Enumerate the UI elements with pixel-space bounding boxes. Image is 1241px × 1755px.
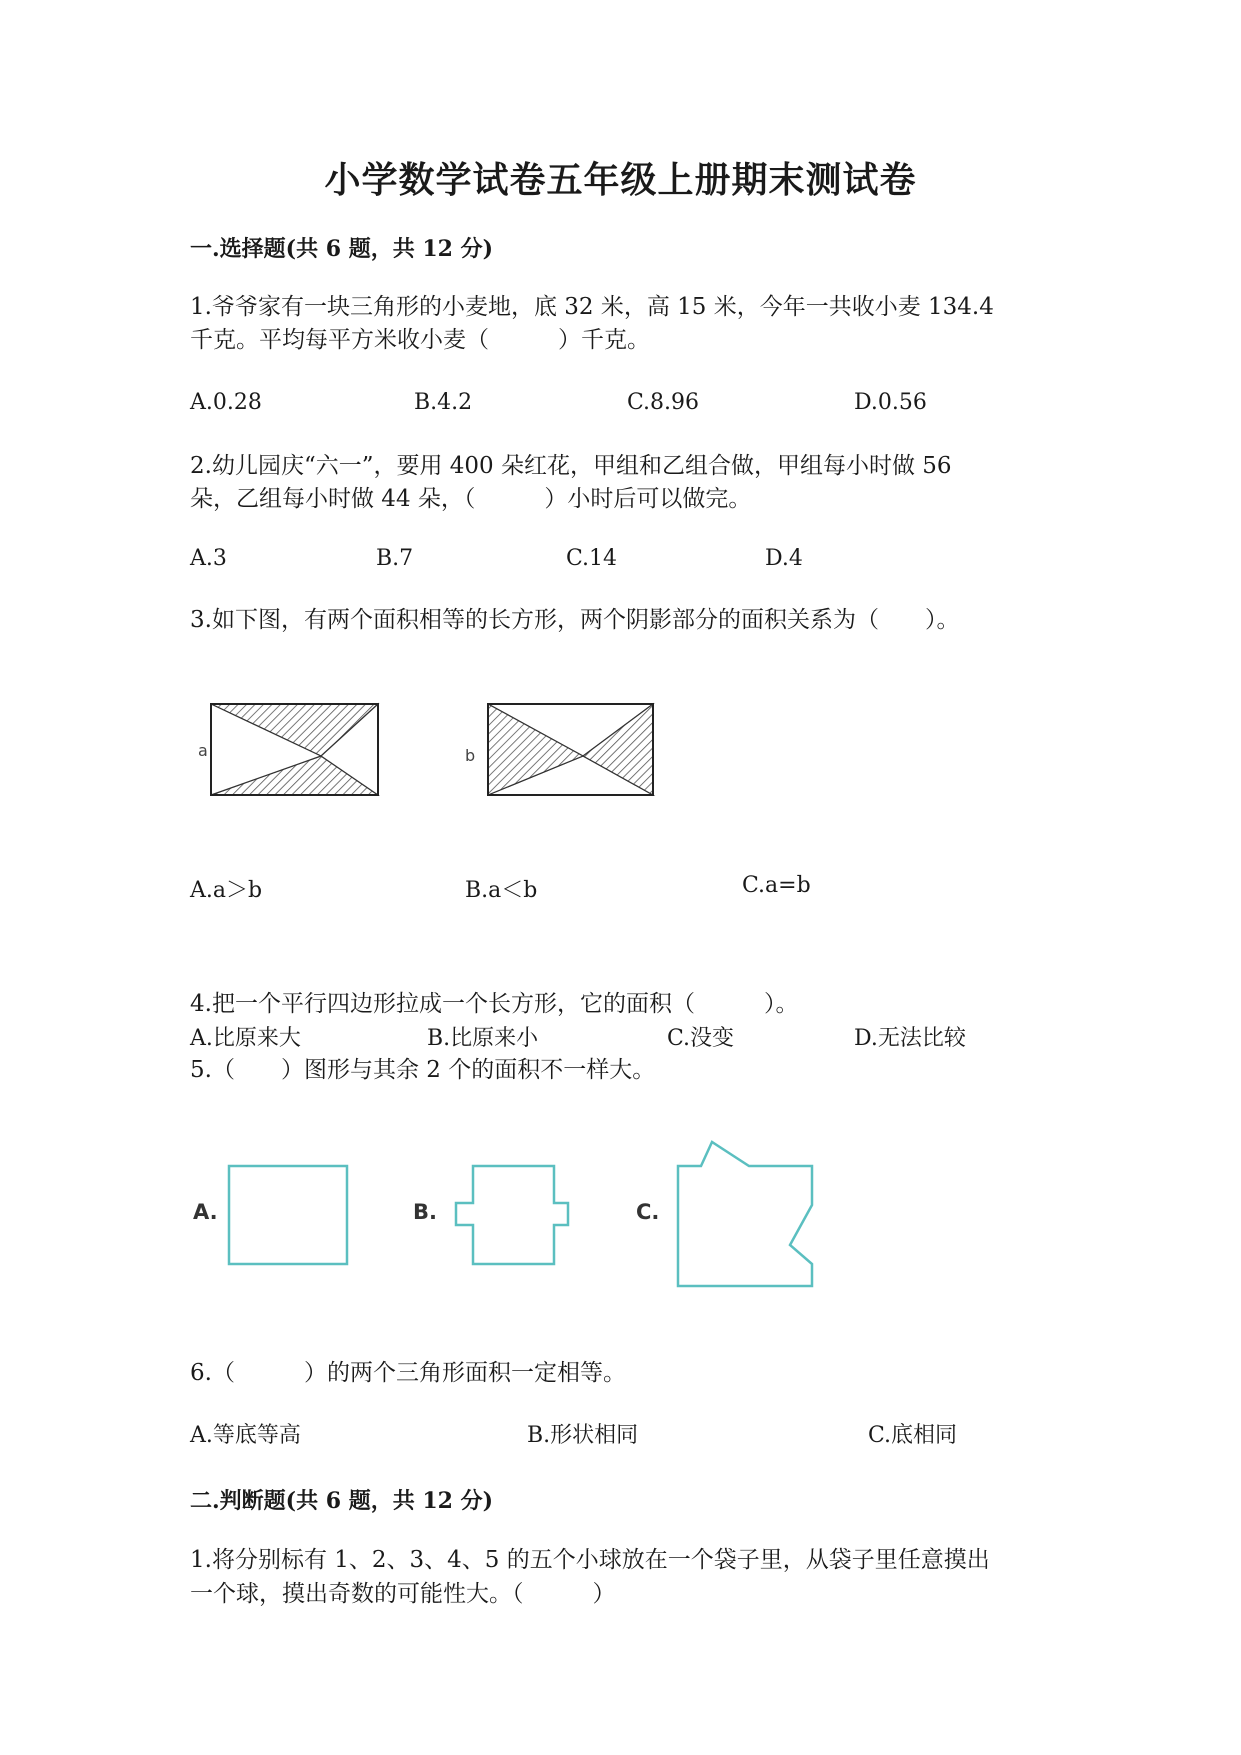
question-6-option-a[interactable]: A.等底等高 [190,1423,301,1448]
shape-c-polygon [678,1142,812,1286]
question-5-line-1: 5.（ ）图形与其余 2 个的面积不一样大。 [190,1057,656,1083]
question-2-line-1: 2.幼儿园庆“六一”，要用 400 朵红花，甲组和乙组合做，甲组每小时做 56 [190,453,952,479]
judgment-1-line-1: 1.将分别标有 1、2、3、4、5 的五个小球放在一个袋子里，从袋子里任意摸出 [190,1547,990,1573]
question-3-figure [0,0,1241,820]
section-heading-judgment: 二.判断题(共 6 题，共 12 分) [190,1488,494,1514]
shape-b-polygon [456,1166,568,1264]
question-3-option-b[interactable]: B.a＜b [465,878,538,903]
question-1-option-d[interactable]: D.0.56 [854,390,927,415]
figure-label-shape-c: C. [636,1200,660,1224]
rectangle-b [488,704,653,795]
question-3-option-c[interactable]: C.a=b [742,873,811,898]
figure-label-a: a [198,741,208,760]
question-2-option-d[interactable]: D.4 [765,546,803,571]
question-2-option-a[interactable]: A.3 [190,546,227,571]
section-heading-choice: 一.选择题(共 6 题，共 12 分) [190,236,494,262]
question-6-line-1: 6.（ ）的两个三角形面积一定相等。 [190,1360,626,1386]
rectangle-a [211,704,378,795]
question-6-option-b[interactable]: B.形状相同 [527,1423,639,1448]
judgment-1-line-2: 一个球，摸出奇数的可能性大。（ ） [190,1581,616,1607]
question-5-figure [0,1120,1241,1300]
question-4-option-d[interactable]: D.无法比较 [854,1026,966,1051]
question-2-option-b[interactable]: B.7 [376,546,414,571]
question-1-line-1: 1.爷爷家有一块三角形的小麦地，底 32 米，高 15 米，今年一共收小麦 134.4 [190,294,994,320]
question-4-option-a[interactable]: A.比原来大 [190,1026,301,1051]
question-1-line-2: 千克。平均每平方米收小麦（ ）千克。 [190,327,650,353]
question-1-option-b[interactable]: B.4.2 [414,390,473,415]
figure-label-shape-b: B. [413,1200,437,1224]
figure-label-b: b [465,746,476,765]
question-3-option-a[interactable]: A.a＞b [190,878,263,903]
question-1-option-a[interactable]: A.0.28 [190,390,262,415]
question-4-option-b[interactable]: B.比原来小 [427,1026,539,1051]
question-6-option-c[interactable]: C.底相同 [868,1423,958,1448]
question-2-line-2: 朵，乙组每小时做 44 朵，（ ）小时后可以做完。 [190,486,752,512]
question-1-option-c[interactable]: C.8.96 [627,390,700,415]
figure-label-shape-a: A. [193,1200,218,1224]
shape-a-rectangle [229,1166,347,1264]
question-4-option-c[interactable]: C.没变 [667,1026,735,1051]
question-4-line-1: 4.把一个平行四边形拉成一个长方形，它的面积（ ）。 [190,991,799,1017]
question-3-line-1: 3.如下图，有两个面积相等的长方形，两个阴影部分的面积关系为（ ）。 [190,607,960,633]
question-2-option-c[interactable]: C.14 [566,546,618,571]
page-title: 小学数学试卷五年级上册期末测试卷 [324,159,917,201]
